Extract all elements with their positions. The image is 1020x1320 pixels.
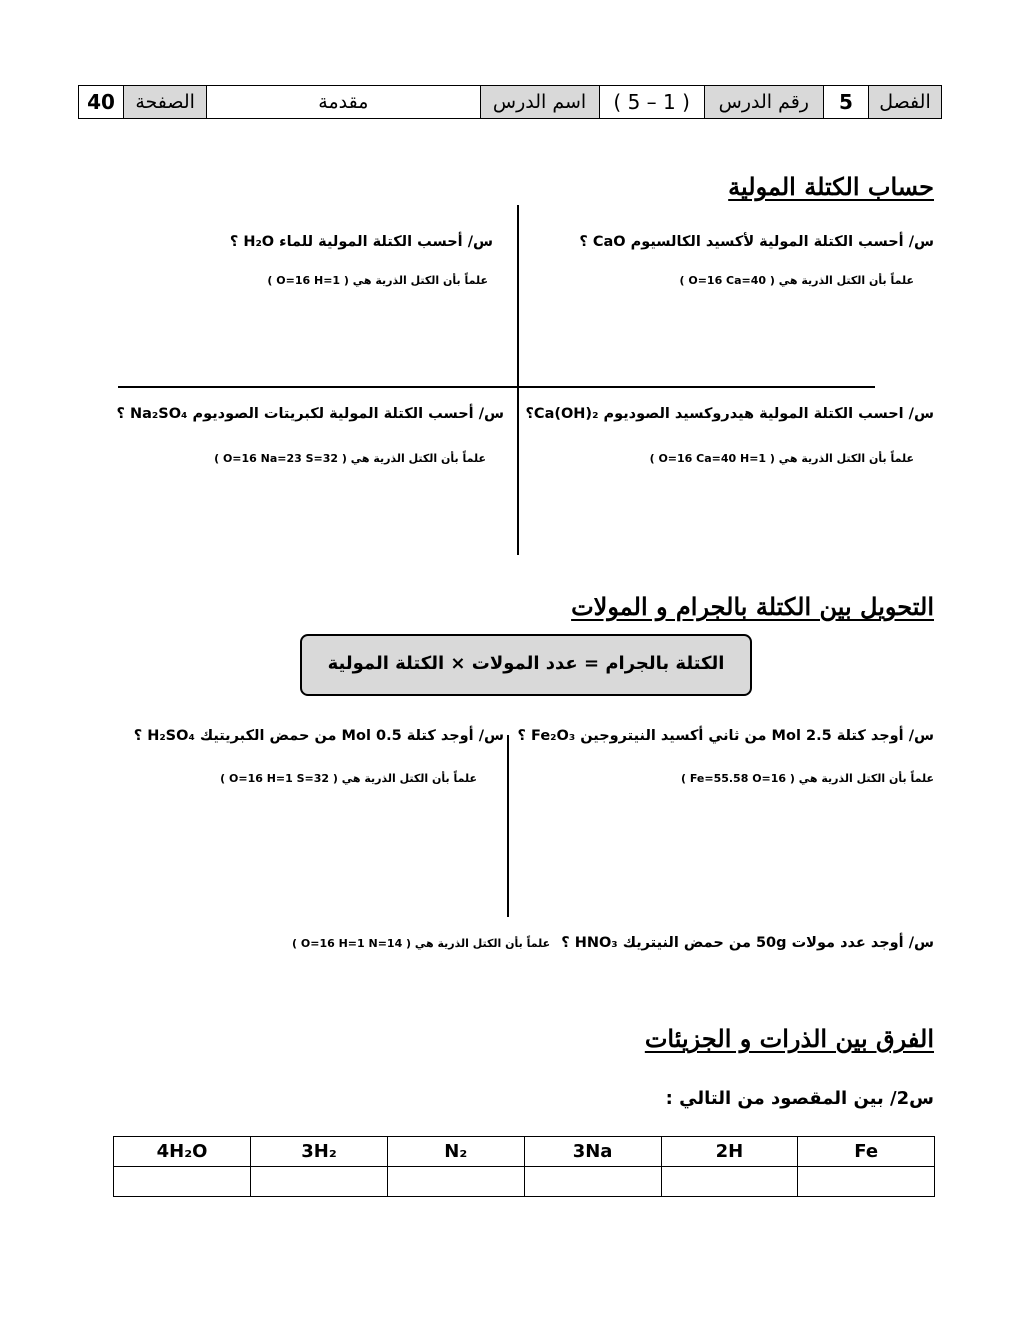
question-caoh2: س/ احسب الكتلة المولية هيدروكسيد الصوديوم Ca(OH)₂؟	[525, 406, 934, 422]
divider-horizontal	[118, 386, 875, 388]
question-define: س2/ بين المقصود من التالي :	[665, 1088, 934, 1109]
section-title-molar-mass: حساب الكتلة المولية	[728, 172, 934, 201]
lesson-name-label: اسم الدرس	[480, 86, 599, 119]
lesson-number: ( 1 – 5 )	[599, 86, 704, 119]
divider-vertical	[517, 205, 519, 555]
question-na2so4: س/ أحسب الكتلة المولية لكبريتات الصوديوم Na₂SO₄ ؟	[116, 406, 504, 422]
divider-vertical-2	[507, 735, 509, 917]
answer-cell[interactable]	[798, 1167, 935, 1197]
answer-cell[interactable]	[661, 1167, 798, 1197]
note-h2o: علماً بأن الكتل الذرية هي ( O=16 H=1 )	[267, 274, 488, 287]
chapter-label: الفصل	[868, 86, 941, 119]
formula-box: الكتلة بالجرام = عدد المولات × الكتلة المولية	[300, 634, 752, 696]
question-cao: س/ أحسب الكتلة المولية لأكسيد الكالسيوم CaO ؟	[579, 234, 934, 250]
table-header-cell: 4H₂O	[114, 1137, 251, 1167]
table-header-cell: 3Na	[524, 1137, 661, 1167]
table-header-cell: N₂	[387, 1137, 524, 1167]
answer-cell[interactable]	[251, 1167, 388, 1197]
answer-cell[interactable]	[114, 1167, 251, 1197]
note-na2so4: علماً بأن الكتل الذرية هي ( O=16 Na=23 S=32 )	[214, 452, 486, 465]
note-cao: علماً بأن الكتل الذرية هي ( O=16 Ca=40 )	[679, 274, 914, 287]
table-header-cell: 2H	[661, 1137, 798, 1167]
question-h2so4: س/ أوجد كتلة 0.5 Mol من حمض الكبريتيك H₂SO₄ ؟	[133, 728, 504, 744]
lesson-header-table	[78, 85, 942, 119]
page-label: الصفحة	[124, 86, 207, 119]
table-header-cell: 3H₂	[251, 1137, 388, 1167]
note-hno3: علماً بأن الكتل الذرية هي ( O=16 H=1 N=14 )	[292, 937, 551, 950]
section-title-atoms-molecules: الفرق بين الذرات و الجزيئات	[644, 1024, 934, 1053]
question-hno3: س/ أوجد عدد مولات 50g من حمض النيتريك HNO₃ ؟	[561, 935, 934, 951]
table-header-cell: Fe	[798, 1137, 935, 1167]
note-caoh2: علماً بأن الكتل الذرية هي ( O=16 Ca=40 H=1 )	[649, 452, 914, 465]
question-h2o: س/ أحسب الكتلة المولية للماء H₂O ؟	[229, 234, 493, 250]
question-hno3-row	[292, 932, 934, 951]
question-fe2o3: س/ أوجد كتلة 2.5 Mol من ثاني أكسيد النيتروجين Fe₂O₃ ؟	[517, 728, 934, 744]
formula-table	[113, 1136, 935, 1197]
lesson-number-label: رقم الدرس	[704, 86, 823, 119]
note-fe2o3: علماً بأن الكتل الذرية هي ( Fe=55.58 O=16 )	[680, 772, 934, 785]
chapter-number: 5	[823, 86, 868, 119]
note-h2so4: علماً بأن الكتل الذرية هي ( O=16 H=1 S=32 )	[220, 772, 477, 785]
answer-cell[interactable]	[524, 1167, 661, 1197]
page-number: 40	[79, 86, 124, 119]
answer-cell[interactable]	[387, 1167, 524, 1197]
section-title-conversion: التحويل بين الكتلة بالجرام و المولات	[571, 592, 934, 621]
lesson-name: مقدمة	[207, 86, 480, 119]
